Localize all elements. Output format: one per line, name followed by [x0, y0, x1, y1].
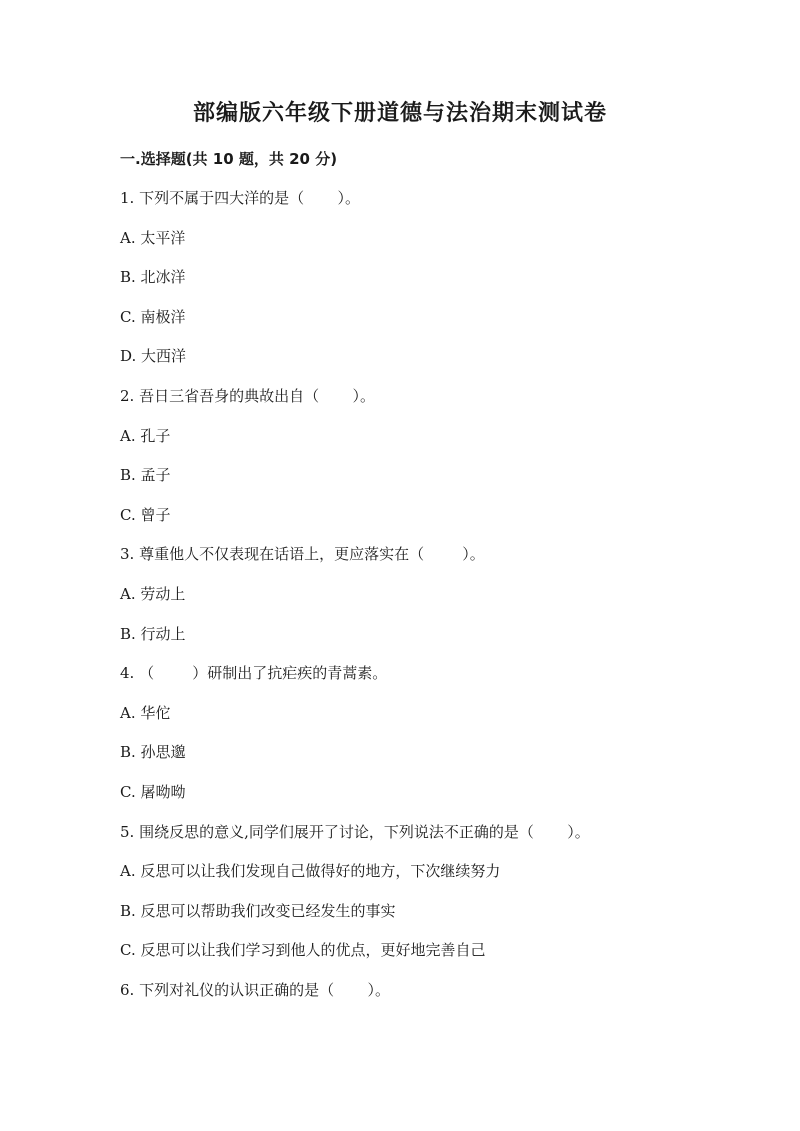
question-2-option-a: A. 孔子 [120, 427, 171, 445]
answer-blank [304, 188, 337, 208]
question-1-option-c: C. 南极洋 [120, 308, 186, 326]
question-4-option-b: B. 孙思邈 [120, 743, 186, 761]
question-1-option-d: D. 大西洋 [120, 347, 187, 365]
question-2-option-c: C. 曾子 [120, 506, 171, 524]
question-4-option-c: C. 屠呦呦 [120, 783, 186, 801]
section-heading: 一.选择题(共 10 题，共 20 分) [120, 150, 338, 168]
question-5-option-c: C. 反思可以让我们学习到他人的优点，更好地完善自己 [120, 941, 486, 959]
question-5-option-a: A. 反思可以让我们发现自己做得好的地方，下次继续努力 [120, 862, 501, 880]
answer-blank [319, 386, 352, 406]
question-3-stem: 3. 尊重他人不仅表现在话语上，更应落实在（ ）。 [120, 545, 485, 563]
page-title: 部编版六年级下册道德与法治期末测试卷 [192, 100, 607, 126]
question-4-stem: 4. （ ）研制出了抗疟疾的青蒿素。 [120, 664, 388, 682]
question-1-option-a: A. 太平洋 [120, 229, 186, 247]
question-2-stem: 2. 吾日三省吾身的典故出自（ ）。 [120, 387, 375, 405]
question-5-option-b: B. 反思可以帮助我们改变已经发生的事实 [120, 902, 396, 920]
question-3-option-b: B. 行动上 [120, 625, 186, 643]
question-4-option-a: A. 华佗 [120, 704, 171, 722]
answer-blank [534, 822, 567, 842]
question-6-stem: 6. 下列对礼仪的认识正确的是（ ）。 [120, 981, 390, 999]
question-2-option-b: B. 孟子 [120, 466, 171, 484]
answer-blank [424, 544, 462, 564]
question-5-stem: 5. 围绕反思的意义,同学们展开了讨论，下列说法不正确的是（ ）。 [120, 823, 590, 841]
question-3-option-a: A. 劳动上 [120, 585, 186, 603]
question-1-option-b: B. 北冰洋 [120, 268, 186, 286]
question-1-stem: 1. 下列不属于四大洋的是（ ）。 [120, 189, 360, 207]
answer-blank [334, 980, 367, 1000]
answer-blank [154, 663, 192, 683]
